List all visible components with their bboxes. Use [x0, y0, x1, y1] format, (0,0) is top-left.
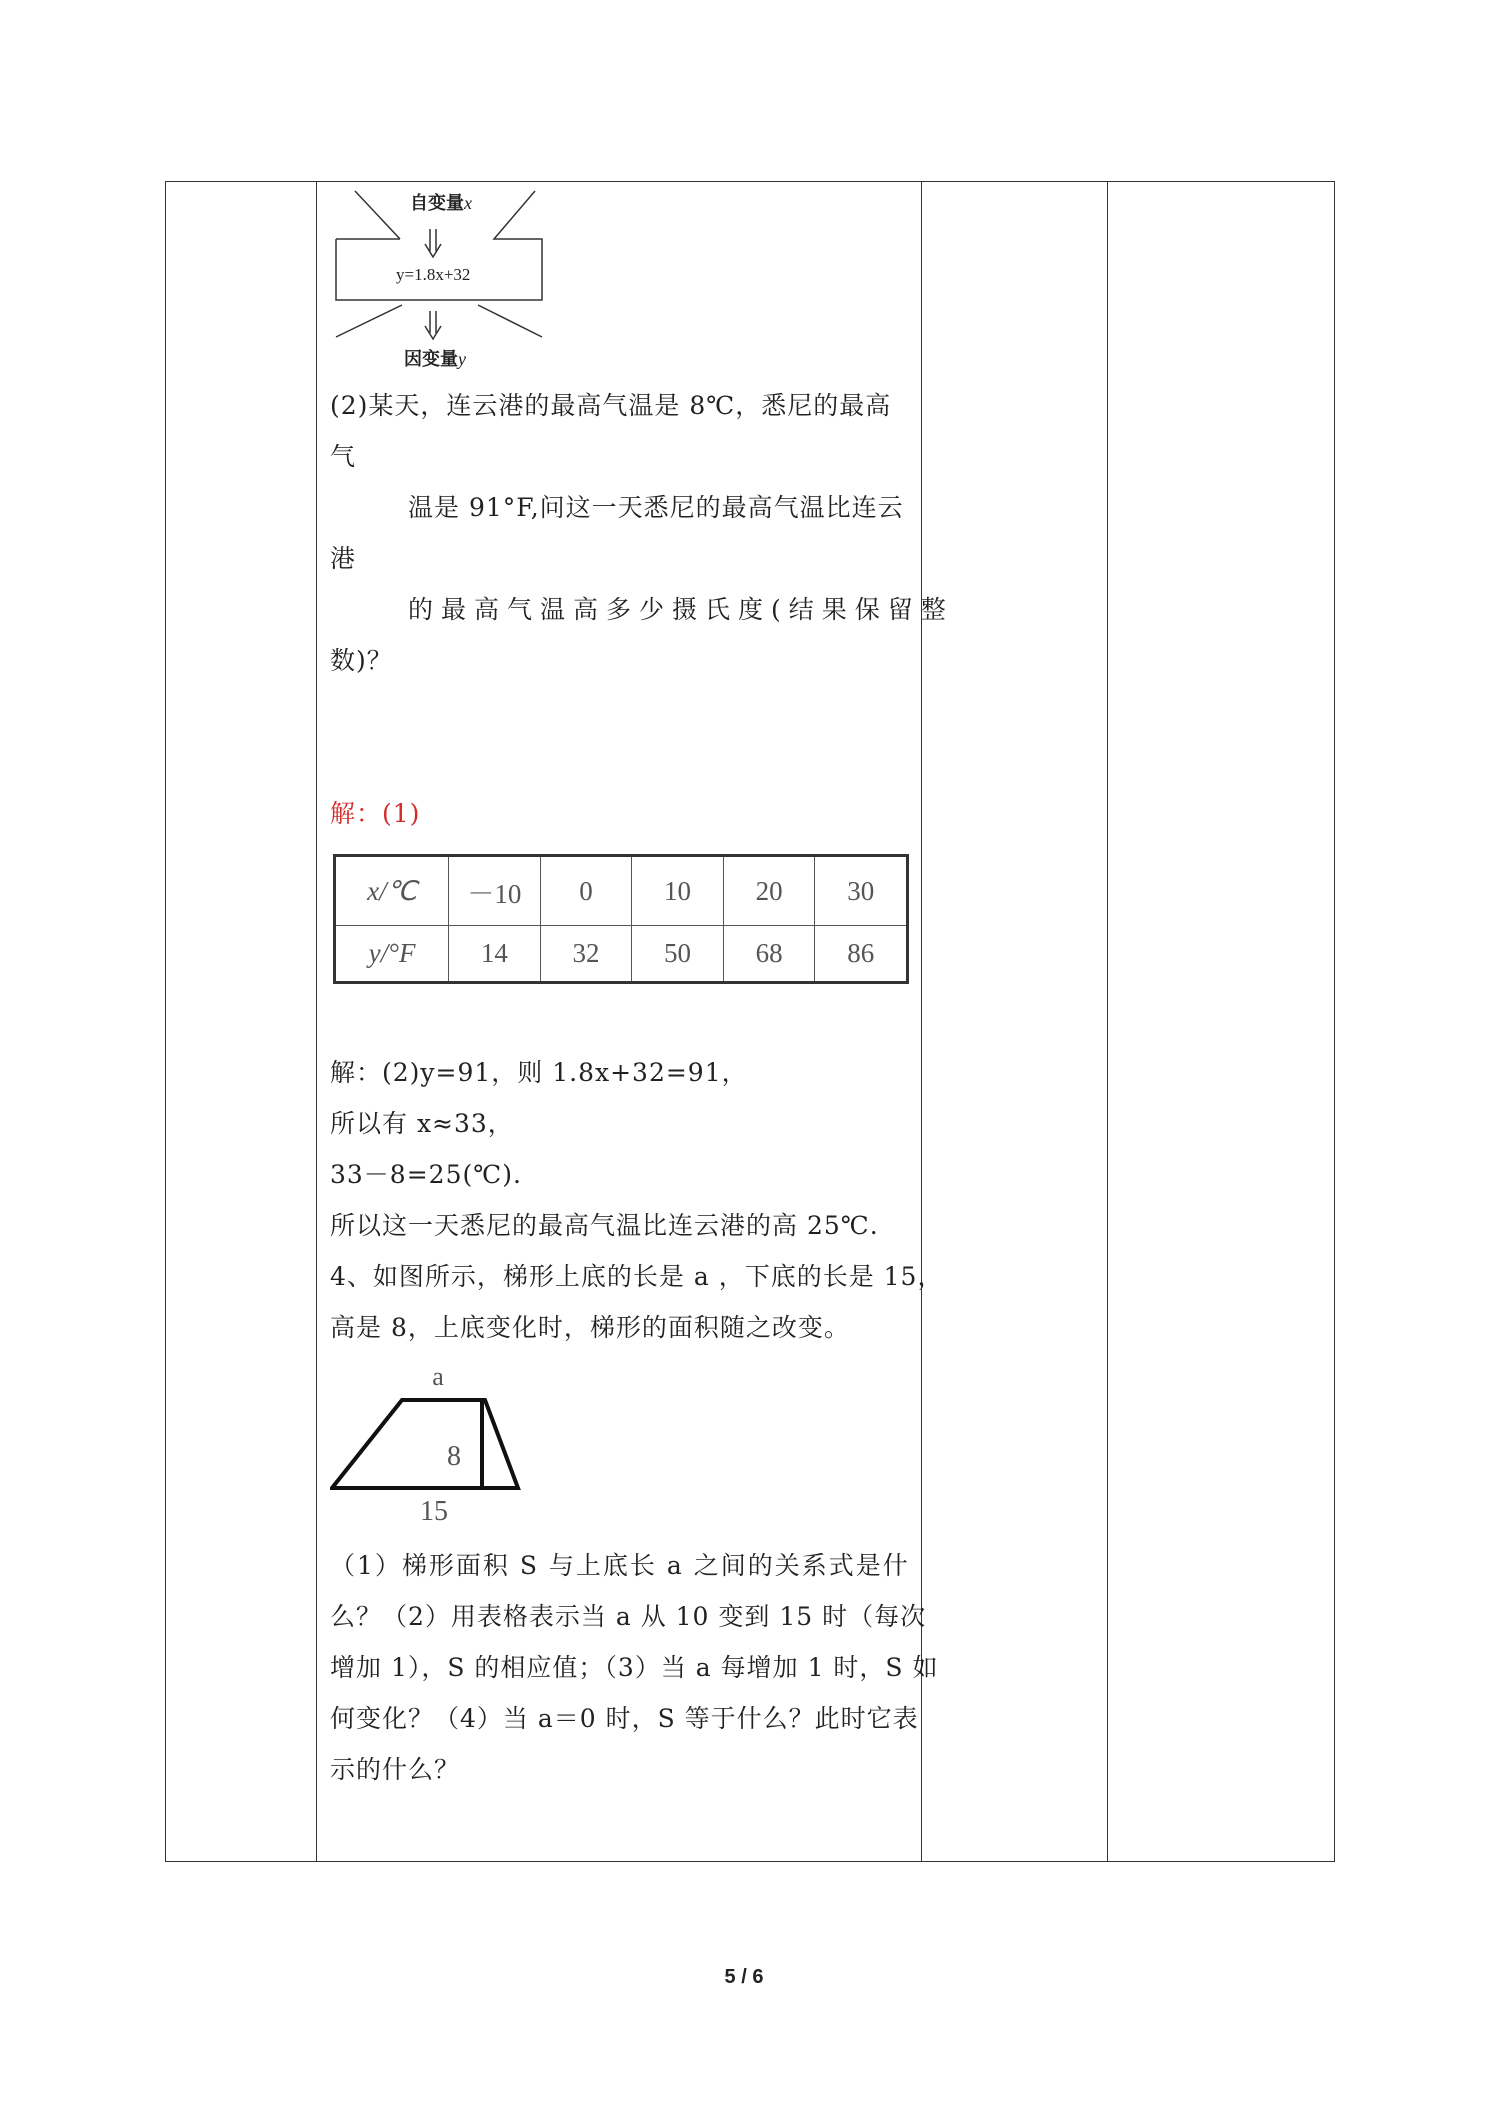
question4-line: 4、如图所示，梯形上底的长是 a ，下底的长是 15，	[330, 1262, 944, 1291]
question4-part-line: （1）梯形面积 S 与上底长 a 之间的关系式是什	[330, 1551, 910, 1580]
question2-line: 的最高气温高多少摄氏度(结果保留整	[408, 595, 954, 624]
question2-line: 温是 91°F,问这一天悉尼的最高气温比连云	[408, 493, 904, 522]
table-cell: 32	[540, 926, 632, 983]
temperature-table	[333, 854, 909, 984]
table-cell: 14	[449, 926, 541, 983]
question2-line: 港	[330, 544, 357, 573]
table-cell: x/℃	[335, 856, 449, 926]
height-label: 8	[447, 1441, 461, 1472]
independent-variable-label: 自变量x	[410, 193, 472, 214]
table-cell: －10	[449, 856, 541, 926]
trapezoid-shape	[330, 1365, 530, 1525]
solution2-line: 所以有 x≈33，	[330, 1109, 514, 1138]
question2-line: (2)某天，连云港的最高气温是 8℃，悉尼的最高	[330, 391, 892, 420]
table-cell: 86	[815, 926, 908, 983]
table-row	[335, 856, 908, 926]
page-number: 5 / 6	[724, 1966, 764, 1988]
table-cell: 68	[723, 926, 815, 983]
function-formula: y=1.8x+32	[396, 265, 471, 284]
table-cell: 50	[632, 926, 724, 983]
solution2-line: 33－8=25(℃).	[330, 1160, 522, 1189]
table-cell: y/°F	[335, 926, 449, 983]
question2-line: 数)？	[330, 646, 393, 675]
trapezoid-figure	[330, 1365, 530, 1529]
column-divider	[1107, 182, 1108, 1861]
solution1-label: 解：(1)	[330, 799, 421, 828]
table-cell: 20	[723, 856, 815, 926]
question4-part-line: 增加 1），S 的相应值；（3）当 a 每增加 1 时，S 如	[330, 1653, 939, 1682]
table-row	[335, 926, 908, 983]
column-divider	[316, 182, 317, 1861]
table-cell: 0	[540, 856, 632, 926]
question4-line: 高是 8，上底变化时，梯形的面积随之改变。	[330, 1313, 850, 1342]
table-cell: 10	[632, 856, 724, 926]
bottom-base-label: 15	[420, 1496, 448, 1525]
variable-flow-diagram	[330, 185, 560, 370]
table-cell: 30	[815, 856, 908, 926]
question4-part-line: 么？（2）用表格表示当 a 从 10 变到 15 时（每次	[330, 1602, 927, 1631]
question4-part-line: 何变化？（4）当 a＝0 时，S 等于什么？此时它表	[330, 1704, 919, 1733]
dependent-variable-label: 因变量y	[404, 349, 466, 370]
question2-line: 气	[330, 442, 357, 471]
question4-part-line: 示的什么？	[330, 1755, 461, 1784]
solution2-line: 所以这一天悉尼的最高气温比连云港的高 25℃.	[330, 1211, 879, 1240]
solution2-line: 解：(2)y=91，则 1.8x+32=91，	[330, 1058, 748, 1087]
top-base-label: a	[432, 1365, 444, 1391]
